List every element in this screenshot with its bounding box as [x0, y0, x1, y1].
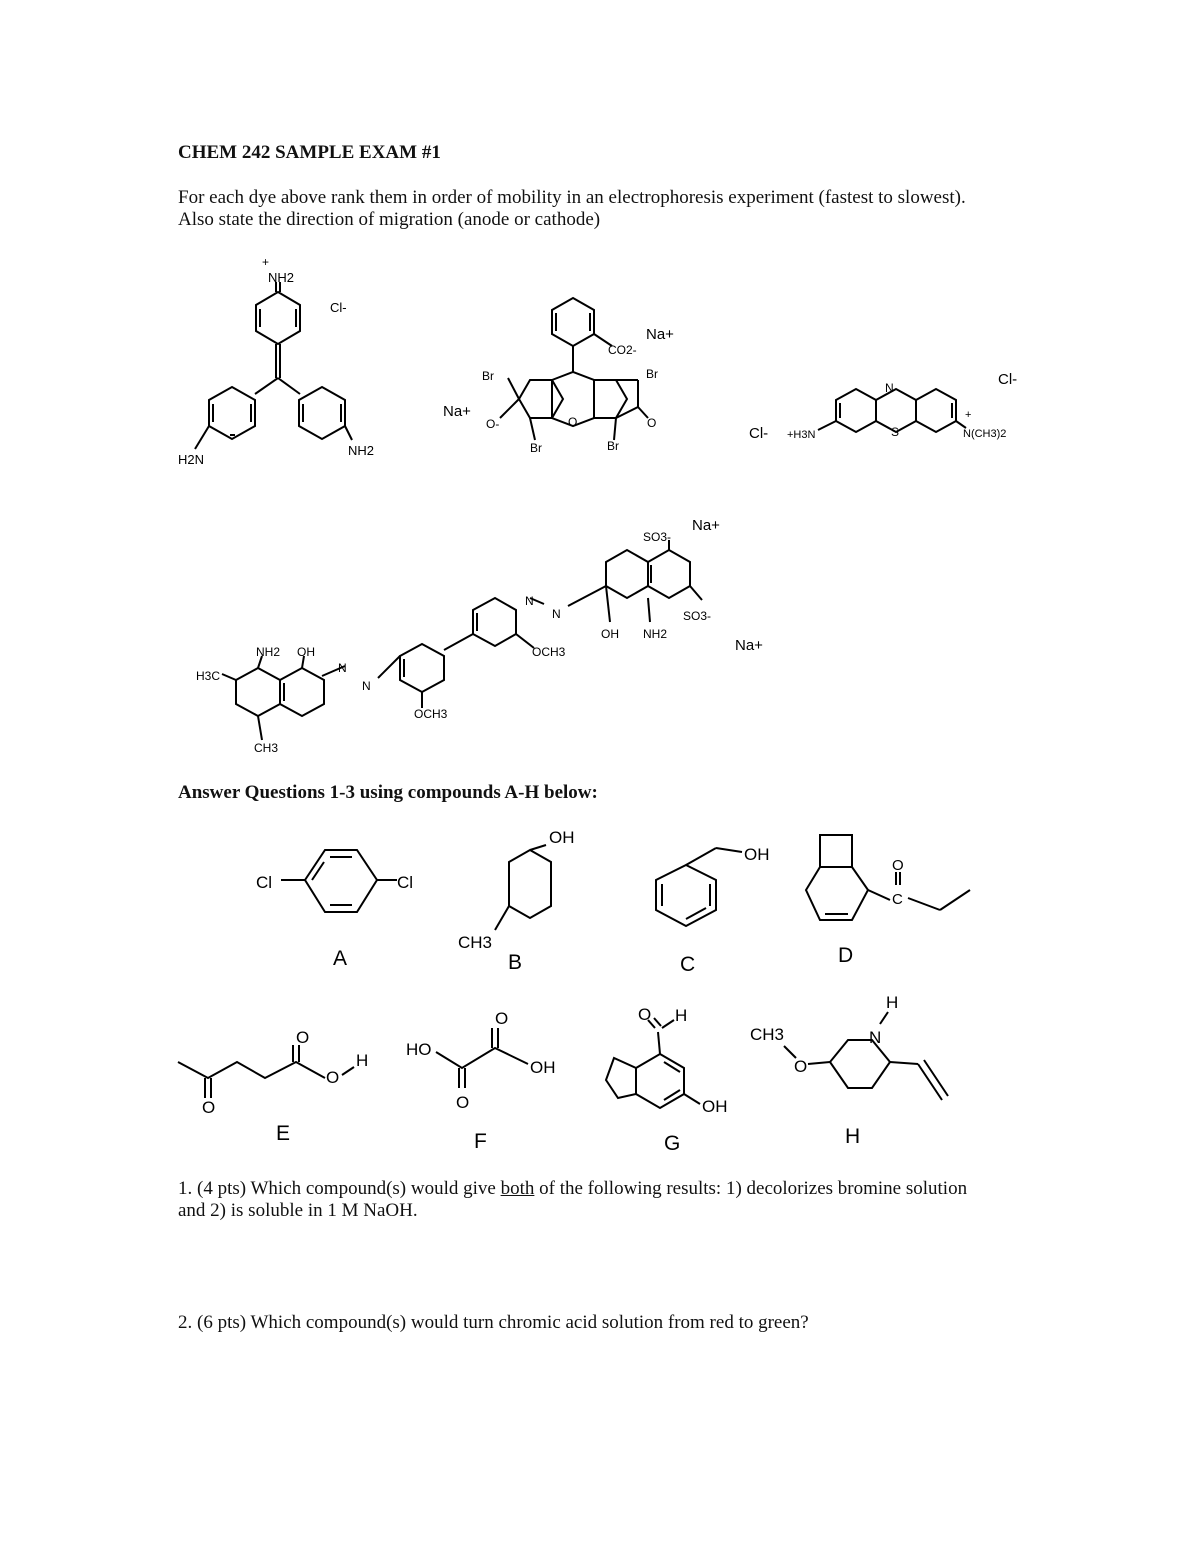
- dye1-nh2-top: NH2: [268, 270, 295, 285]
- compound-e-o-top: O: [296, 1028, 310, 1047]
- instruction-line-1: For each dye above rank them in order of mobility in an electrophoresis experiment (fastest to slowest).: [178, 187, 966, 208]
- dye3-h3n: +H3N: [787, 429, 816, 441]
- compound-g-o: O: [638, 1005, 652, 1024]
- dye4-n2: N: [552, 607, 561, 621]
- dye2-keto-o: O: [647, 416, 657, 430]
- compound-a-cl-left: Cl: [256, 873, 273, 892]
- dye2-br-br: Br: [607, 439, 619, 453]
- compound-f-oh: OH: [530, 1058, 556, 1077]
- compound-e-letter: E: [276, 1122, 291, 1145]
- dye3-cl-right: Cl-: [998, 371, 1018, 388]
- dye2-br-tr: Br: [646, 367, 658, 381]
- dye3-nme2: N(CH3)2: [963, 428, 1007, 440]
- question-2: 2. (6 pts) Which compound(s) would turn chromic acid solution from red to green?: [178, 1312, 809, 1333]
- dye1-left-amine: H2N: [178, 452, 205, 467]
- dye3-n-ring: N: [885, 381, 894, 395]
- compound-f-letter: F: [474, 1130, 487, 1153]
- compound-e-h: H: [356, 1051, 369, 1070]
- dye3-s-ring: S: [891, 425, 900, 439]
- compound-b-letter: B: [508, 951, 523, 974]
- compound-b-structure: [458, 828, 575, 952]
- question-1-suffix: of the following results: 1) decolorizes bromine solution: [534, 1178, 968, 1199]
- compound-c-structure: [656, 845, 770, 926]
- compound-b-oh: OH: [549, 828, 575, 847]
- instruction-line-2: Also state the direction of migration (anode or cathode): [178, 209, 601, 230]
- dye4-ch3: CH3: [254, 741, 279, 755]
- question-1-emphasis: both: [500, 1178, 535, 1199]
- dye-3-structure: [749, 371, 1017, 442]
- dye2-ring-o: O: [568, 415, 578, 429]
- compound-e-o-chain: O: [326, 1068, 340, 1087]
- dye4-n1: N: [525, 594, 534, 608]
- compound-a-cl-right: Cl: [397, 873, 414, 892]
- dye4-och3-b: OCH3: [414, 707, 448, 721]
- compound-c-letter: C: [680, 953, 696, 976]
- dye-1-structure: [178, 255, 374, 467]
- compound-g-structure: [606, 1005, 728, 1116]
- dye4-oh-a: OH: [601, 627, 619, 641]
- compound-c-oh: OH: [744, 845, 770, 864]
- dye-2-structure: [443, 298, 674, 455]
- dye4-n4: N: [362, 679, 371, 693]
- compound-h-letter: H: [845, 1125, 861, 1148]
- compound-f-o-top: O: [495, 1009, 509, 1028]
- dye3-plus: +: [965, 409, 972, 421]
- compound-b-ch3: CH3: [458, 933, 493, 952]
- section-heading: Answer Questions 1-3 using compounds A-H below:: [178, 782, 598, 803]
- compound-d-structure: [806, 835, 970, 920]
- dye2-o-minus: O-: [486, 417, 500, 431]
- question-1-line-1: [178, 1178, 967, 1200]
- compound-d-letter: D: [838, 944, 854, 967]
- compound-h-structure: [750, 993, 948, 1100]
- compound-h-o: O: [794, 1057, 808, 1076]
- compound-d-o: O: [892, 857, 904, 874]
- compound-e-structure: [178, 1028, 368, 1117]
- dye4-so3-top: SO3-: [643, 530, 672, 544]
- dye3-cl-left: Cl-: [749, 425, 769, 442]
- compound-g-letter: G: [664, 1132, 681, 1155]
- compound-g-oh: OH: [702, 1097, 728, 1116]
- compound-a-letter: A: [333, 947, 348, 970]
- dye4-so3-right: SO3-: [683, 609, 712, 623]
- dye4-oh-b: OH: [297, 645, 315, 659]
- dye1-right-amine: NH2: [348, 443, 375, 458]
- dye2-na-left: Na+: [443, 403, 471, 420]
- dye4-na-right: Na+: [735, 637, 763, 654]
- dye-4-structure: [196, 517, 763, 755]
- dye2-na-right: Na+: [646, 326, 674, 343]
- question-1-line-2: and 2) is soluble in 1 M NaOH.: [178, 1200, 418, 1221]
- compound-h-ch3: CH3: [750, 1025, 785, 1044]
- dye1-counter-ion: Cl-: [330, 300, 347, 315]
- dye4-och3-a: OCH3: [532, 645, 566, 659]
- dye4-h3c: H3C: [196, 669, 221, 683]
- dye4-nh2-a: NH2: [643, 627, 668, 641]
- question-1-prefix: 1. (4 pts) Which compound(s) would give: [178, 1178, 501, 1199]
- compound-e-o-bottom: O: [202, 1098, 216, 1117]
- dye4-nh2-b: NH2: [256, 645, 281, 659]
- compound-f-o-bottom: O: [456, 1093, 470, 1112]
- dye4-n3: N: [338, 661, 347, 675]
- compound-f-ho: HO: [406, 1040, 432, 1059]
- dye2-br-tl: Br: [482, 369, 494, 383]
- compound-f-structure: [406, 1009, 556, 1112]
- dye2-carboxylate: CO2-: [608, 343, 637, 357]
- exam-title: CHEM 242 SAMPLE EXAM #1: [178, 142, 441, 163]
- compound-g-h: H: [675, 1006, 688, 1025]
- dye1-plus: +: [262, 255, 270, 269]
- compound-h-n: N: [869, 1028, 882, 1047]
- compound-d-c: C: [892, 891, 903, 908]
- compound-a-structure: [256, 850, 413, 912]
- dye4-na-top: Na+: [692, 517, 720, 534]
- compound-h-h: H: [886, 993, 899, 1012]
- dye2-br-bl: Br: [530, 441, 542, 455]
